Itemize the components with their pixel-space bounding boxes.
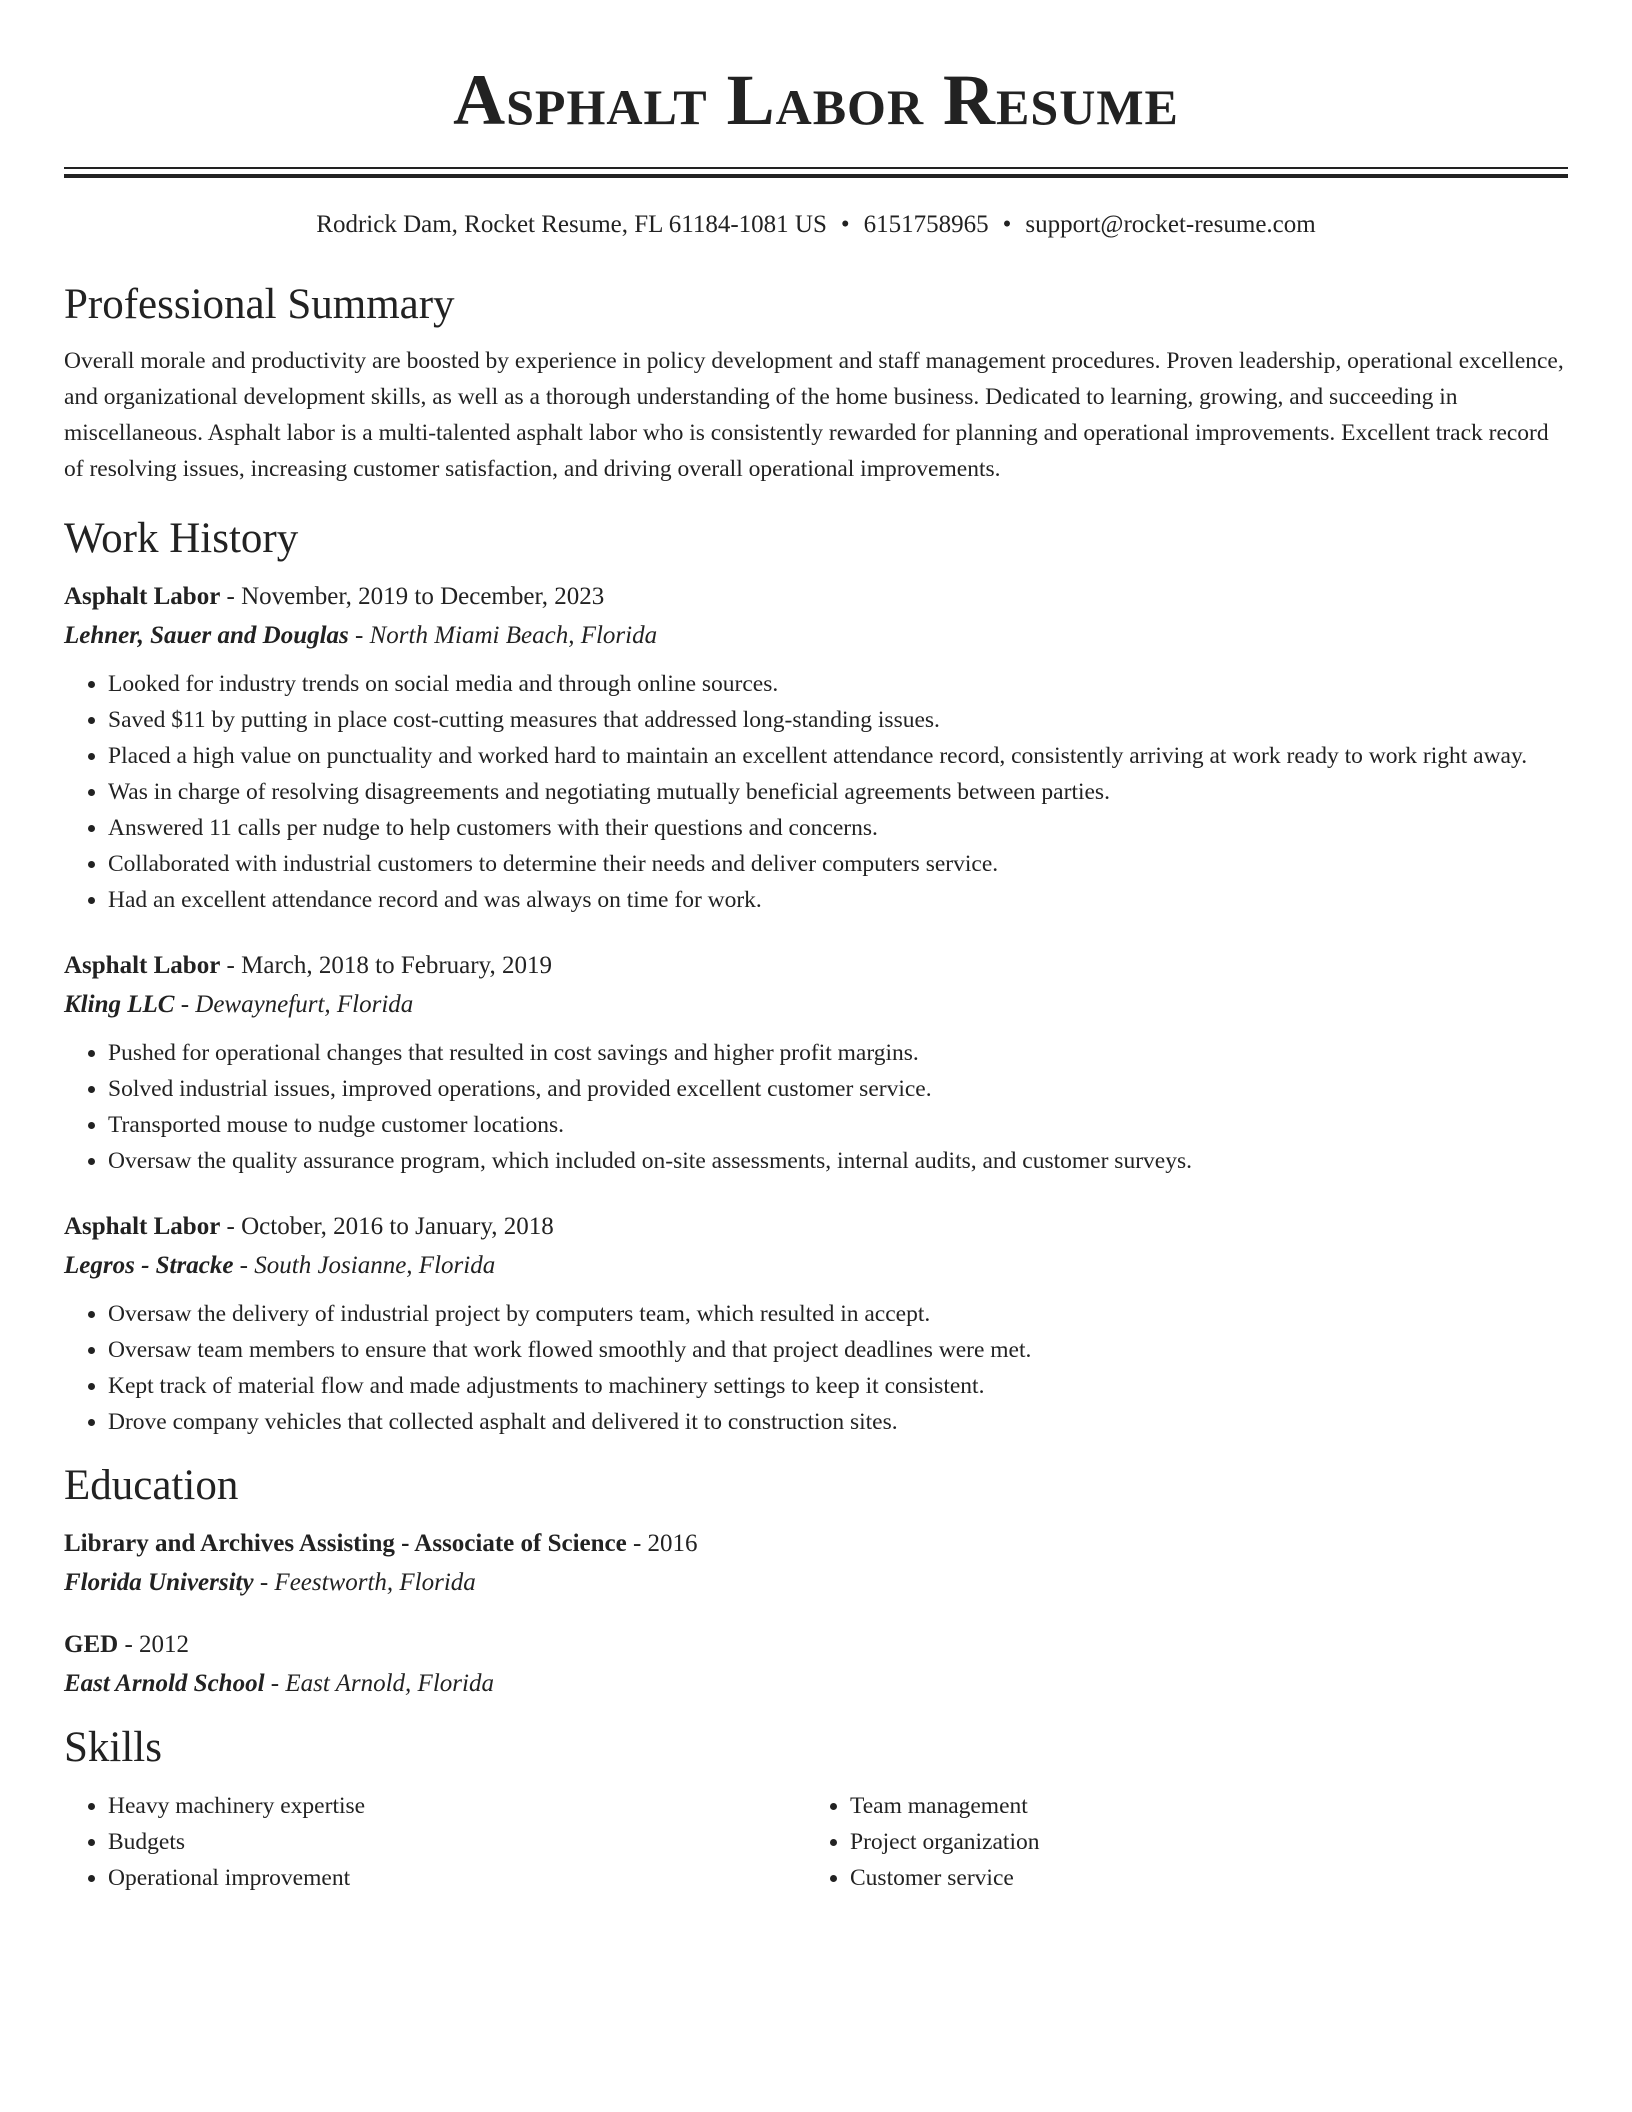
list-item: • Oversaw the delivery of industrial project by computers team, which resulted in accept.: [108, 1296, 1568, 1332]
summary-text: Overall morale and productivity are boosted by experience in policy development and staff management procedures. Proven leadership, operational excellence, and organizational development skills, as well as a thorough understanding of the home business. Dedicated to learning, growing, and succeeding in miscellaneous. Asphalt labor is a multi-talented asphalt labor who is consistently rewarded for planning and operational improvements. Excellent track record of resolving issues, increasing customer satisfaction, and driving overall operational improvements.: [64, 348, 1564, 482]
list-item: • Answered 11 calls per nudge to help customers with their questions and concerns.: [108, 810, 1568, 846]
work-history-heading: Work History: [64, 515, 299, 562]
list-item: • Oversaw team members to ensure that work flowed smoothly and that project deadlines were met.: [108, 1332, 1568, 1368]
job-duties: [64, 1296, 1568, 1440]
job-header: [64, 1211, 1568, 1243]
job-title: Asphalt Labor: [64, 583, 221, 610]
job-title: Asphalt Labor: [64, 952, 221, 979]
job-employer: [64, 620, 1568, 652]
list-item: • Was in charge of resolving disagreements and negotiating mutually beneficial agreements between parties.: [108, 774, 1568, 810]
list-item: • Oversaw the quality assurance program, which included on-site assessments, internal audits, and customer surveys.: [108, 1143, 1568, 1179]
list-item: • Drove company vehicles that collected asphalt and delivered it to construction sites.: [108, 1404, 1568, 1440]
skills-heading: Skills: [64, 1724, 162, 1771]
list-item: • Project organization: [850, 1824, 1548, 1860]
education-heading: Education: [64, 1462, 239, 1509]
list-item: • Operational improvement: [108, 1860, 806, 1896]
list-item: • Placed a high value on punctuality and worked hard to maintain an excellent attendance record, consistently arriving at work ready to work right away.: [108, 738, 1568, 774]
job-location: - Dewaynefurt, Florida: [174, 991, 414, 1018]
list-item: • Collaborated with industrial customers to determine their needs and deliver computers service.: [108, 846, 1568, 882]
education-header: [64, 1528, 1568, 1560]
job-dates: - October, 2016 to January, 2018: [220, 1213, 554, 1240]
skills-list: [64, 1788, 1568, 1896]
job-company: Lehner, Sauer and Douglas: [64, 622, 349, 649]
job-entry: [64, 581, 1568, 918]
education-institution: [64, 1567, 1568, 1599]
job-entry: [64, 1211, 1568, 1440]
job-entry: [64, 950, 1568, 1179]
job-employer: [64, 989, 1568, 1021]
education-school: Florida University: [64, 1569, 254, 1596]
list-item: • Saved $11 by putting in place cost-cutting measures that addressed long-standing issues.: [108, 702, 1568, 738]
contact-phone: 6151758965: [863, 211, 989, 238]
education-degree: Library and Archives Assisting - Associate of Science: [64, 1530, 627, 1557]
job-dates: - November, 2019 to December, 2023: [220, 583, 605, 610]
list-item: • Team management: [850, 1788, 1548, 1824]
job-dates: - March, 2018 to February, 2019: [220, 952, 552, 979]
contact-email: support@rocket-resume.com: [1025, 211, 1316, 238]
job-duties: [64, 666, 1568, 918]
list-item: • Looked for industry trends on social media and through online sources.: [108, 666, 1568, 702]
contact-separator: •: [840, 211, 850, 238]
contact-separator: •: [1002, 211, 1012, 238]
list-item: • Customer service: [850, 1860, 1548, 1896]
job-location: - North Miami Beach, Florida: [348, 622, 658, 649]
summary-heading: Professional Summary: [64, 281, 455, 328]
education-location: - Feestworth, Florida: [253, 1569, 476, 1596]
skills-items-right: [806, 1788, 1548, 1896]
job-employer: [64, 1250, 1568, 1282]
education-institution: [64, 1668, 1568, 1700]
contact-line: [64, 209, 1568, 241]
job-duties: [64, 1035, 1568, 1179]
education-year: - 2016: [626, 1530, 698, 1557]
skills-column-right: [806, 1788, 1548, 1896]
list-item: • Kept track of material flow and made adjustments to machinery settings to keep it consistent.: [108, 1368, 1568, 1404]
list-item: • Budgets: [108, 1824, 806, 1860]
job-company: Kling LLC: [64, 991, 175, 1018]
education-location: - East Arnold, Florida: [264, 1670, 494, 1697]
job-company: Legros - Stracke: [64, 1252, 234, 1279]
title-divider: [64, 167, 1568, 178]
skills-column-left: [64, 1788, 806, 1896]
education-degree: GED: [64, 1631, 119, 1658]
education-entry: [64, 1528, 1568, 1599]
education-year: - 2012: [118, 1631, 190, 1658]
job-header: [64, 950, 1568, 982]
list-item: • Transported mouse to nudge customer locations.: [108, 1107, 1568, 1143]
list-item: • Had an excellent attendance record and was always on time for work.: [108, 882, 1568, 918]
list-item: • Pushed for operational changes that resulted in cost savings and higher profit margins.: [108, 1035, 1568, 1071]
list-item: • Heavy machinery expertise: [108, 1788, 806, 1824]
education-entry: [64, 1629, 1568, 1700]
education-school: East Arnold School: [64, 1670, 265, 1697]
contact-address: Rodrick Dam, Rocket Resume, FL 61184-1081 US: [316, 211, 827, 238]
resume-title: Asphalt Labor Resume: [453, 60, 1179, 140]
job-location: - South Josianne, Florida: [233, 1252, 496, 1279]
skills-items-left: [64, 1788, 806, 1896]
list-item: • Solved industrial issues, improved operations, and provided excellent customer service.: [108, 1071, 1568, 1107]
education-header: [64, 1629, 1568, 1661]
job-title: Asphalt Labor: [64, 1213, 221, 1240]
job-header: [64, 581, 1568, 613]
